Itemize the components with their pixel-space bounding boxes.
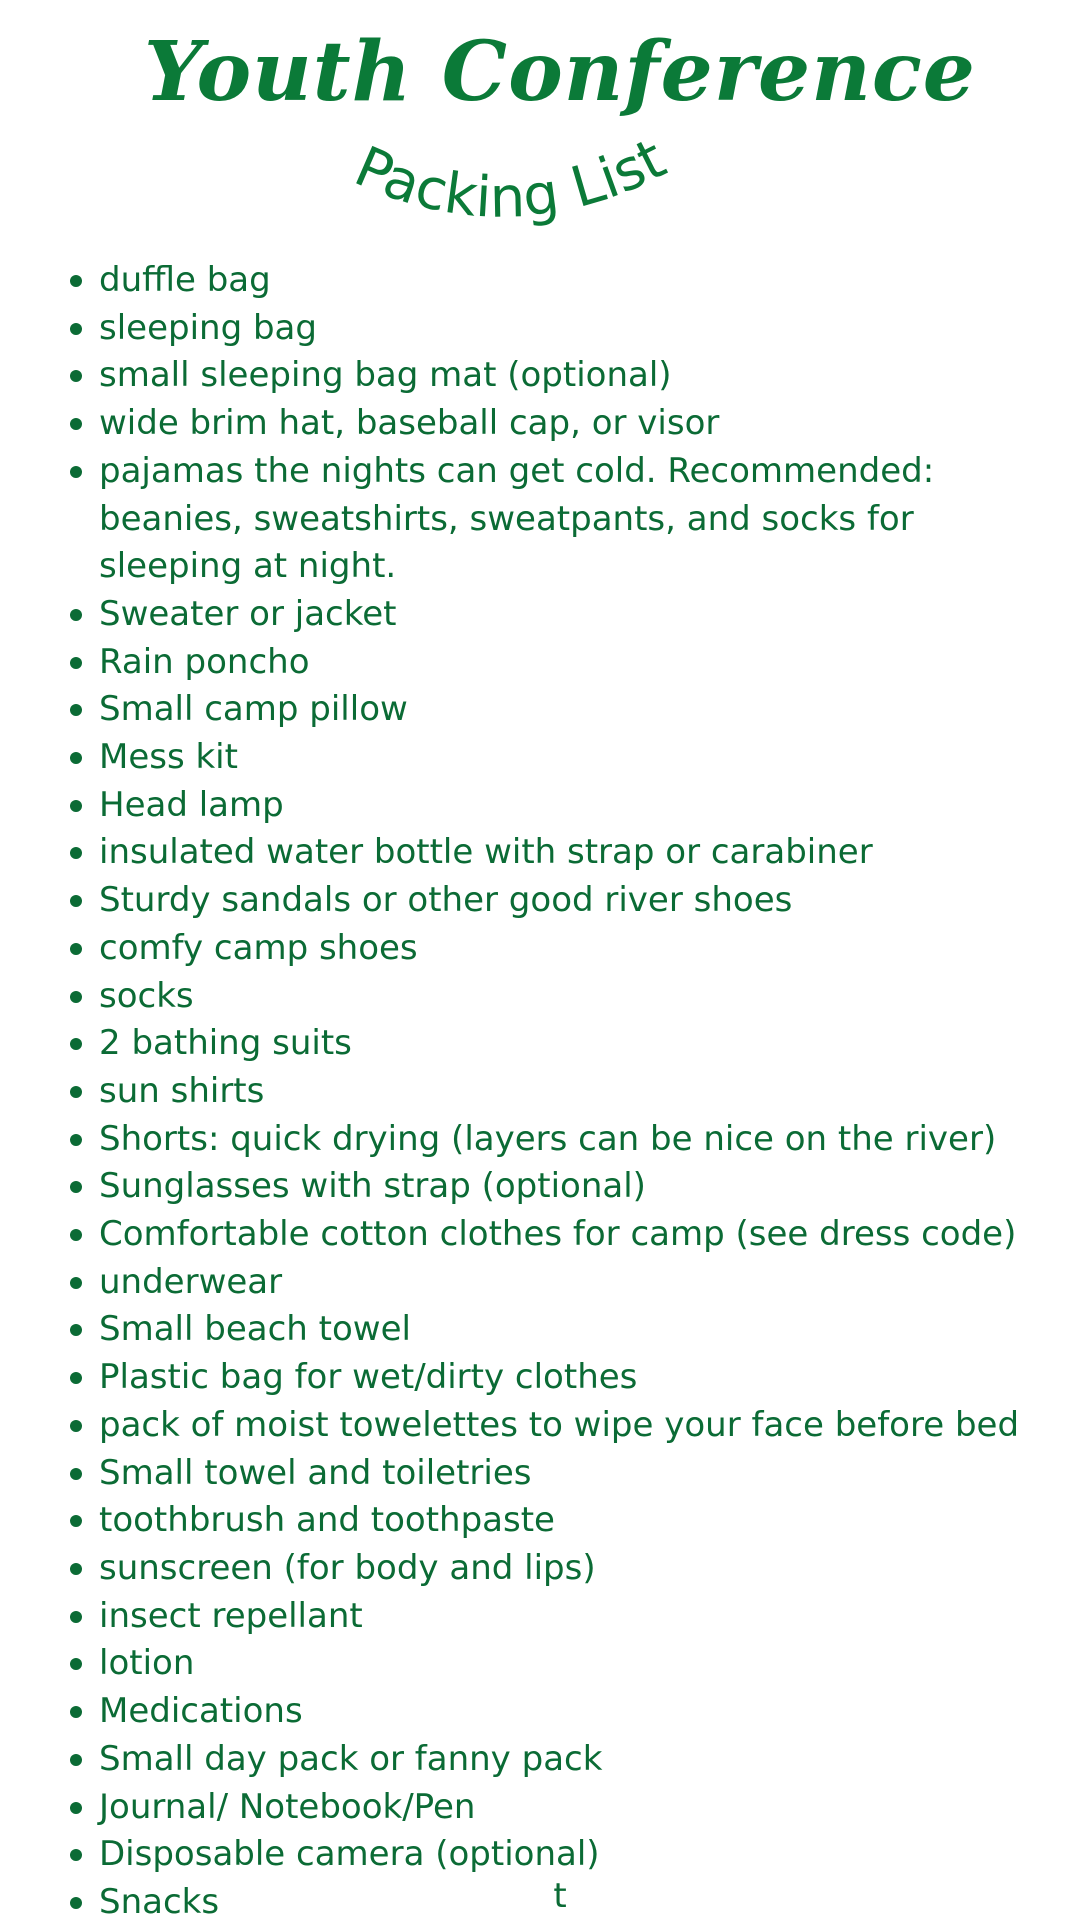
list-item: Small towel and toiletries: [0, 1450, 1080, 1498]
list-item: pajamas the nights can get cold. Recommended: beanies, sweatshirts, sweatpants, and socks for sleeping at night.: [0, 448, 1080, 591]
list-item: sunscreen (for body and lips): [0, 1545, 1080, 1593]
list-item: 2 bathing suits: [0, 1020, 1080, 1068]
packing-list: [0, 257, 1080, 1927]
list-item: Sweater or jacket: [0, 591, 1080, 639]
list-item: insulated water bottle with strap or carabiner: [0, 829, 1080, 877]
list-item: pack of moist towelettes to wipe your face before bed: [0, 1402, 1080, 1450]
list-item: Shorts: quick drying (layers can be nice on the river): [0, 1116, 1080, 1164]
list-item: Disposable camera (optional): [0, 1831, 1080, 1879]
list-item: Rain poncho: [0, 639, 1080, 687]
subtitle-text: [346, 126, 676, 231]
list-item: toothbrush and toothpaste: [0, 1497, 1080, 1545]
list-item: underwear: [0, 1259, 1080, 1307]
list-item: Head lamp: [0, 782, 1080, 830]
list-item: sleeping bag: [0, 305, 1080, 353]
list-item: wide brim hat, baseball cap, or visor: [0, 400, 1080, 448]
list-item: Medications: [0, 1688, 1080, 1736]
list-item: Snacks: [0, 1879, 1080, 1927]
list-item: comfy camp shoes: [0, 925, 1080, 973]
subtitle-label: Packing List: [345, 126, 676, 231]
list-item: Small day pack or fanny pack: [0, 1736, 1080, 1784]
list-item: Small beach towel: [0, 1306, 1080, 1354]
list-item: socks: [0, 973, 1080, 1021]
list-item: insect repellant: [0, 1593, 1080, 1641]
list-item: Comfortable cotton clothes for camp (see dress code): [0, 1211, 1080, 1259]
list-item: sun shirts: [0, 1068, 1080, 1116]
list-item: Mess kit: [0, 734, 1080, 782]
footer-text: t: [553, 1876, 567, 1916]
list-item: Sturdy sandals or other good river shoes: [0, 877, 1080, 925]
list-item: small sleeping bag mat (optional): [0, 352, 1080, 400]
subtitle-arc: [0, 0, 1080, 260]
list-item: Plastic bag for wet/dirty clothes: [0, 1354, 1080, 1402]
list-item: Small camp pillow: [0, 686, 1080, 734]
list-item: duffle bag: [0, 257, 1080, 305]
page-title: Youth Conference: [144, 24, 976, 120]
list-item: Sunglasses with strap (optional): [0, 1163, 1080, 1211]
list-item: lotion: [0, 1640, 1080, 1688]
list-item: Journal/ Notebook/Pen: [0, 1784, 1080, 1832]
